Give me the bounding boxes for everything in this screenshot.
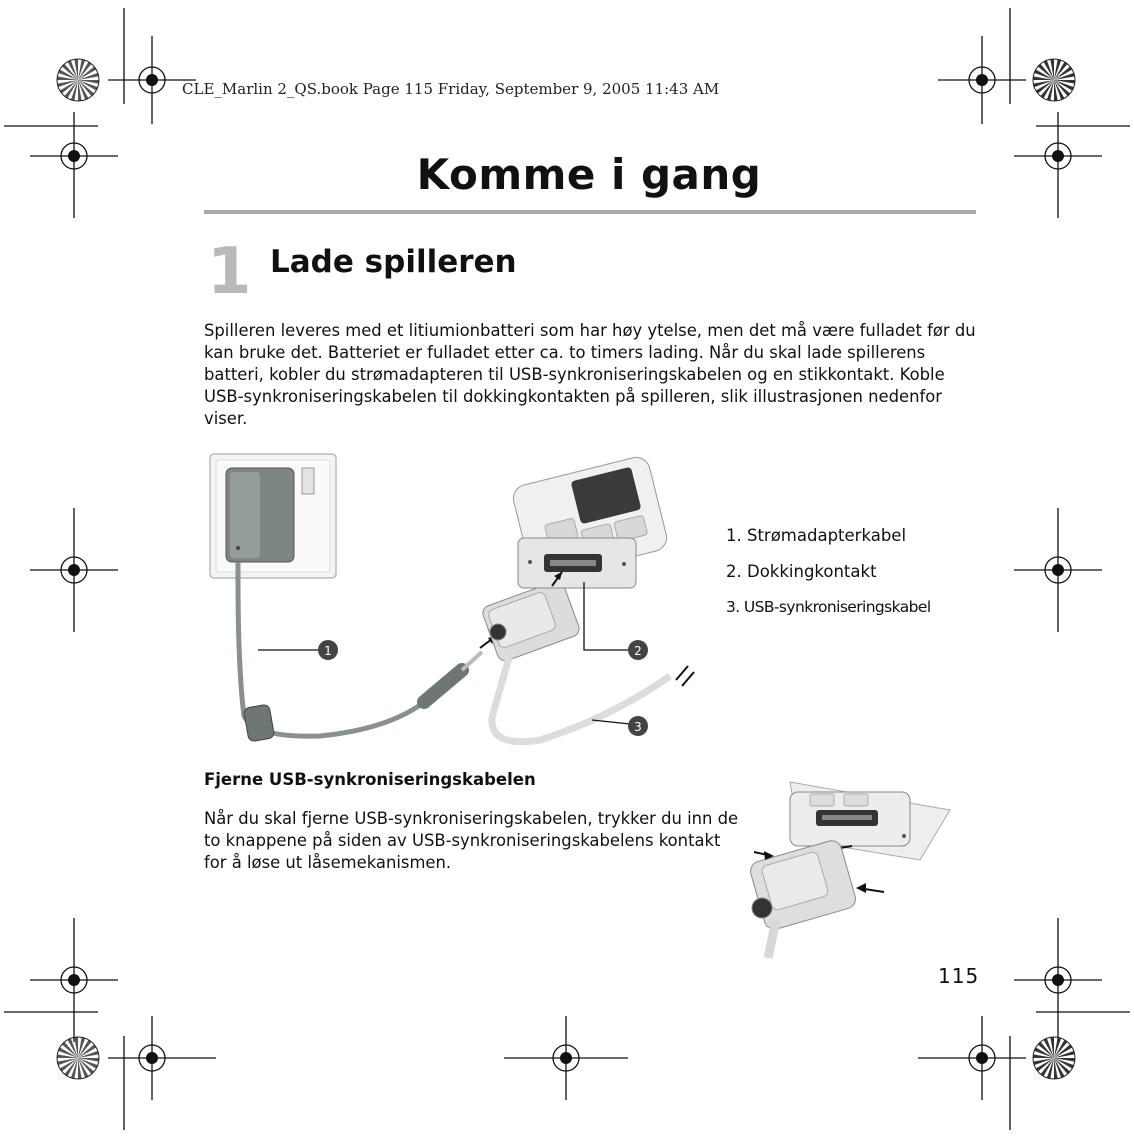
step-number: 1 bbox=[207, 235, 252, 309]
callout-usb-sync-cable: 3. USB-synkroniseringskabel bbox=[726, 598, 931, 616]
print-header-line: CLE_Marlin 2_QS.book Page 115 Friday, September 9, 2005 11:43 AM bbox=[182, 80, 720, 98]
title-divider bbox=[204, 210, 976, 214]
removal-paragraph: Når du skal fjerne USB-synkroniseringskabelen, trykker du inn de to knappene på siden av USB-synkroniseringskabelens kontakt for å løse ut låsemekanismen. bbox=[204, 809, 739, 872]
badge-2: 2 bbox=[634, 644, 642, 658]
badge-1: 1 bbox=[324, 644, 332, 658]
intro-paragraph: Spilleren leveres med et litiumionbatteri som har høy ytelse, men det må være fulladet før du kan bruke det. Batteriet er fulladet etter ca. to timers lading. Når du skal lade spillerens batteri, kobler du strømadapteren til USB-synkroniseringskabelen og en stikkontakt. Koble USB-synkroniseringskabelen til dokkingkontakten på spilleren, slik illustrasjonen nedenfor viser. bbox=[204, 321, 976, 428]
callout-list bbox=[726, 526, 931, 634]
removal-title: Fjerne USB-synkroniseringskabelen bbox=[204, 770, 536, 789]
charging-illustration bbox=[200, 448, 700, 758]
page-number: 115 bbox=[938, 964, 980, 988]
step-title: Lade spilleren bbox=[270, 244, 517, 280]
callout-adapter-cable: 1. Strømadapterkabel bbox=[726, 526, 907, 545]
badge-3: 3 bbox=[634, 720, 642, 734]
removal-illustration bbox=[740, 770, 960, 960]
callout-dock-connector: 2. Dokkingkontakt bbox=[726, 562, 877, 581]
page-title: Komme i gang bbox=[416, 150, 762, 199]
